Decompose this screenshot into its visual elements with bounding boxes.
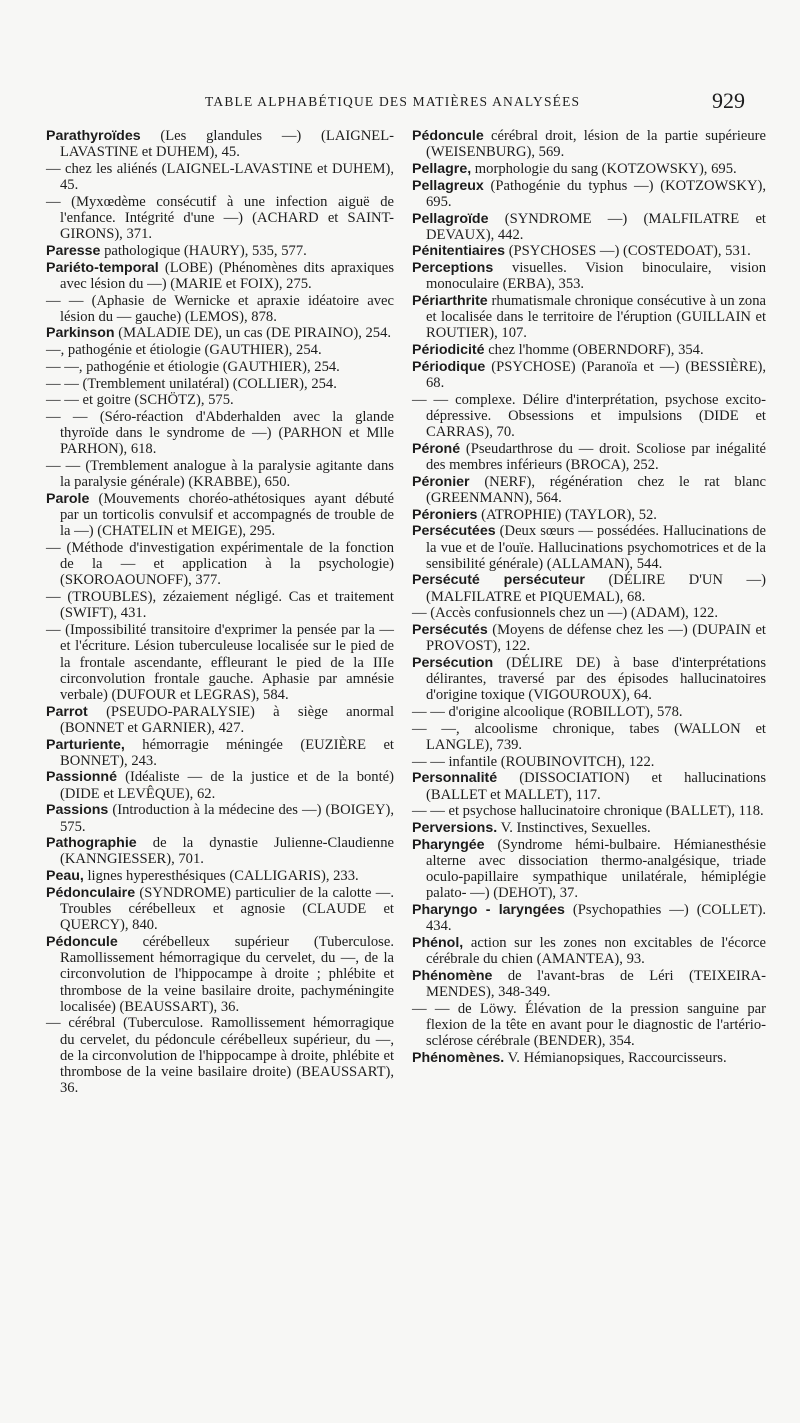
index-entry [412,803,766,819]
index-entry [46,835,394,867]
entry-headword: Pédoncule [46,933,118,950]
entry-text: action sur les zones non excitables de l'écorce cérébrale du chien (AMANTEA), 93. [426,934,766,968]
entry-text: — (Myxœdème consécutif à une infection aiguë de l'enfance. Intégrité d'une —) (ACHARD et SAINT-GIRONS), 371. [46,193,394,243]
entry-text: — — (Séro-réaction d'Abderhalden avec la glande thyroïde dans le syndrome de —) (PARHON et Mlle PARHON), 618. [46,408,394,458]
index-entry [412,260,766,292]
entry-text: (DÉLIRE DE) à base d'interprétations délirantes, traversé par des épisodes hallucinatoires d'origine toxique (VIGOUROUX), 64. [426,655,766,704]
index-entry [412,622,766,654]
entry-headword: Péroniers [412,506,478,523]
index-entry [412,342,766,358]
index-entry [46,1015,394,1096]
entry-text: (DISSOCIATION) et hallucinations (BALLET et MALLET), 117. [426,770,766,803]
running-header [0,88,800,118]
index-entry [412,507,766,523]
index-entry [46,128,394,160]
entry-text: — — (Tremblement analogue à la paralysie agitante dans la paralysie générale) (KRABBE), 650. [46,458,394,491]
index-entry [46,622,394,703]
entry-text: (Syndrome hémi-bulbaire. Hémianesthésie alterne avec dissociation thermo-analgésique, triade oculo-papillaire sympathique unilatérale, hémiplégie palato- —) (DEHOT), 37. [426,836,766,902]
index-entry [46,589,394,621]
entry-text: rhumatismale chronique consécutive à un zona et localisée dans le territoire de l'éruption (GUILLAIN et ROUTIER), 107. [426,293,766,342]
entry-headword: Pénitentiaires [412,243,506,260]
index-entry [46,194,394,243]
entry-headword: Parturiente, [46,736,125,753]
entry-headword: Peau, [46,868,84,885]
index-entry [46,769,394,801]
entry-headword: Persécutées [412,523,496,540]
entry-text: (Deux sœurs — possédées. Hallucinations de la vue et de l'ouïe. Hallucinations psychomotrices et de la sensibilité générale) (ALLAMAN), 544. [426,523,766,572]
page-number: 929 [712,88,745,113]
entry-text: —, pathogénie et étiologie (GAUTHIER), 254. [46,342,322,359]
entry-headword: Phénomènes. [412,1049,505,1066]
entry-headword: Parkinson [46,325,115,342]
entry-text: — (Impossibilité transitoire d'exprimer la pensée par la — et l'écriture. Lésion tuberculeuse localisée sur le pied de la frontale ascendante, effleurant le pied de la IIIe circonvolution frontale gauche. Aphasie par amnésie verbale) (DUFOUR et LEGRAS), 584. [46,622,394,703]
entry-headword: Passions [46,802,109,819]
entry-text: cérébelleux supérieur (Tuberculose. Ramollissement hémorragique du cervelet, du —, de la circonvolution de l'hippocampe à droite ; phlébite et thrombose de la veine basilaire droite, pachyméningite localisée) (BEAUSSART), 36. [60,933,394,1015]
entry-headword: Pédonculaire [46,884,136,901]
index-entry [46,325,394,341]
entry-text: — — infantile (ROUBINOVITCH), 122. [412,753,655,770]
entry-headword: Pédoncule [412,128,484,144]
index-entry [412,655,766,704]
entry-headword: Parrot [46,703,88,720]
entry-text: (ATROPHIE) (TAYLOR), 52. [477,506,657,523]
index-entry [412,721,766,753]
index-entry [412,441,766,473]
entry-text: — chez les aliénés (LAIGNEL-LAVASTINE et DUHEM), 45. [46,160,394,194]
index-entry [412,605,766,621]
index-entry [412,902,766,934]
index-entry [412,968,766,1000]
entry-headword: Périodique [412,358,486,375]
entry-text: (Pseudarthrose du — droit. Scoliose par inégalité des membres inférieurs (BROCA), 252. [426,440,766,474]
entry-text: — — d'origine alcoolique (ROBILLOT), 578. [412,704,683,721]
entry-headword: Personnalité [412,770,498,787]
index-entry [412,1001,766,1050]
entry-text: — — complexe. Délire d'interprétation, psychose excito-dépressive. Obsessions et impulsions (DIDE et CARRAS), 70. [412,391,766,441]
index-entry [46,342,394,358]
index-entry [412,161,766,177]
index-entry [412,935,766,967]
entry-headword: Pharyngo - laryngées [412,902,565,919]
entry-headword: Pellagreux [412,177,484,194]
index-entry [412,128,766,160]
index-entry [46,409,394,458]
index-entry [46,260,394,292]
entry-headword: Perceptions [412,260,494,277]
entry-text: (Introduction à la médecine des —) (BOIGEY), 575. [60,802,394,835]
entry-text: — cérébral (Tuberculose. Ramollissement hémorragique du cervelet, du pédoncule cérébelleux supérieur, du —, de la circonvolution de l'hippocampe à droite, phlébite et thrombose de la veine basilaire droite) (BEAUSSART), 36. [46,1015,394,1097]
index-entry [46,161,394,193]
entry-text: — (TROUBLES), zézaiement négligé. Cas et traitement (SWIFT), 431. [46,589,394,622]
entry-text: (NERF), régénération chez le rat blanc (GREENMANN), 564. [426,473,766,506]
entry-text: (Psychopathies —) (COLLET). 434. [426,902,766,935]
index-entry [412,1050,766,1066]
entry-text: (Idéaliste — de la justice et de la bonté) (DIDE et LEVÊQUE), 62. [60,769,394,802]
index-entry [46,392,394,408]
entry-headword: Péroné [412,440,461,457]
header-title: TABLE ALPHABÉTIQUE DES MATIÈRES ANALYSÉES [205,94,581,109]
index-column-left [46,128,394,1097]
entry-text: pathologique (HAURY), 535, 577. [100,242,307,259]
entry-headword: Péronier [412,473,470,490]
entry-text: — — (Aphasie de Wernicke et apraxie idéatoire avec lésion du — gauche) (LEMOS), 878. [46,292,394,325]
index-entry [46,376,394,392]
index-entry [412,837,766,902]
index-entry [412,704,766,720]
index-entry [412,359,766,391]
index-entry [412,474,766,506]
index-entry [412,754,766,770]
entry-text: cérébral droit, lésion de la partie supérieure (WEISENBURG), 569. [426,128,766,161]
entry-headword: Persécuté persécuteur [412,572,585,589]
entry-headword: Périodicité [412,342,485,359]
index-entry [412,820,766,836]
entry-text: (SYNDROME) particulier de la calotte —. Troubles cérébelleux et agnosie (CLAUDE et QUERCY), 840. [60,884,394,934]
entry-text: — — et goitre (SCHÖTZ), 575. [46,392,234,409]
index-entry [46,868,394,884]
index-entry [412,211,766,243]
index-entry [46,737,394,769]
entry-headword: Pellagre, [412,160,472,177]
entry-text: — —, pathogénie et étiologie (GAUTHIER), 254. [46,358,340,375]
entry-headword: Paresse [46,242,101,259]
entry-text: (MALADIE DE), un cas (DE PIRAINO), 254. [114,325,392,342]
entry-headword: Phénomène [412,967,493,984]
entry-text: (PSEUDO-PARALYSIE) à siège anormal (BONNET et GARNIER), 427. [60,703,394,736]
entry-headword: Pariéto-temporal [46,259,159,276]
entry-headword: Périarthrite [412,293,488,310]
index-entry [46,359,394,375]
entry-headword: Phénol, [412,934,464,951]
entry-text: — (Méthode d'investigation expérimentale de la fonction de la — et application à la psychologie) (SKOROAOUNOFF), 377. [46,540,394,589]
entry-headword: Pharyngée [412,836,485,853]
entry-text: visuelles. Vision binoculaire, vision monoculaire (ERBA), 353. [426,260,766,293]
entry-text: V. Hémianopsiques, Raccourcisseurs. [504,1049,727,1066]
entry-text: chez l'homme (OBERNDORF), 354. [484,342,704,359]
entry-text: V. Instinctives, Sexuelles. [497,820,651,837]
entry-text: (Les glandules —) (LAIGNEL-LAVASTINE et DUHEM), 45. [60,128,394,161]
index-entry [46,934,394,1015]
entry-text: — — et psychose hallucinatoire chronique (BALLET), 118. [412,803,764,820]
entry-text: (DÉLIRE D'UN —) (MALFILATRE et PIQUEMAL), 68. [426,572,766,605]
entry-text: lignes hyperesthésiques (CALLIGARIS), 233. [83,868,359,885]
entry-text: — (Accès confusionnels chez un —) (ADAM), 122. [412,605,718,622]
index-entry [46,243,394,259]
index-entry [412,770,766,802]
entry-text: de la dynastie Julienne-Claudienne (KANNGIESSER), 701. [60,835,394,868]
entry-headword: Parathyroïdes [46,128,141,144]
entry-text: morphologie du sang (KOTZOWSKY), 695. [471,160,737,177]
index-entry [412,572,766,604]
entry-text: (LOBE) (Phénomènes dits apraxiques avec lésion du —) (MARIE et FOIX), 275. [60,259,394,292]
entry-headword: Perversions. [412,820,498,837]
entry-headword: Pellagroïde [412,210,489,227]
index-entry [412,392,766,441]
index-entry [412,243,766,259]
index-entry [46,704,394,736]
index-entry [412,523,766,572]
entry-text: (Pathogénie du typhus —) (KOTZOWSKY), 695. [426,177,766,210]
entry-text: — —, alcoolisme chronique, tabes (WALLON et LANGLE), 739. [412,720,766,754]
index-entry [46,293,394,325]
entry-text: — — (Tremblement unilatéral) (COLLIER), 254. [46,375,337,392]
entry-text: (Moyens de défense chez les —) (DUPAIN et PROVOST), 122. [426,622,766,655]
index-entry [46,491,394,540]
entry-headword: Pathographie [46,835,137,852]
index-entry [412,293,766,342]
entry-text: — — de Löwy. Élévation de la pression sanguine par flexion de la tête en avant pour le diagnostic de l'artério-sclérose cérébrale (BENDER), 354. [412,1000,766,1050]
index-entry [46,458,394,490]
index-entry [46,540,394,589]
entry-text: (PSYCHOSE) (Paranoïa et —) (BESSIÈRE), 68. [426,358,766,392]
entry-headword: Persécutés [412,622,488,639]
entry-headword: Persécution [412,655,494,671]
entry-text: de l'avant-bras de Léri (TEIXEIRA-MENDES), 348-349. [426,967,766,1001]
index-entry [412,178,766,210]
entry-text: (SYNDROME —) (MALFILATRE et DEVAUX), 442. [426,210,766,243]
entry-headword: Parole [46,490,90,507]
index-entry [46,885,394,934]
entry-text: hémorragie méningée (EUZIÈRE et BONNET), 243. [60,736,394,769]
entry-text: (PSYCHOSES —) (COSTEDOAT), 531. [505,243,751,260]
index-entry [46,802,394,834]
index-column-right [412,128,766,1067]
entry-headword: Passionné [46,769,117,786]
entry-text: (Mouvements choréo-athétosiques ayant débuté par un torticolis convulsif et accompagnés de trouble de la —) (CHATELIN et MEIGE), 295. [60,490,394,540]
